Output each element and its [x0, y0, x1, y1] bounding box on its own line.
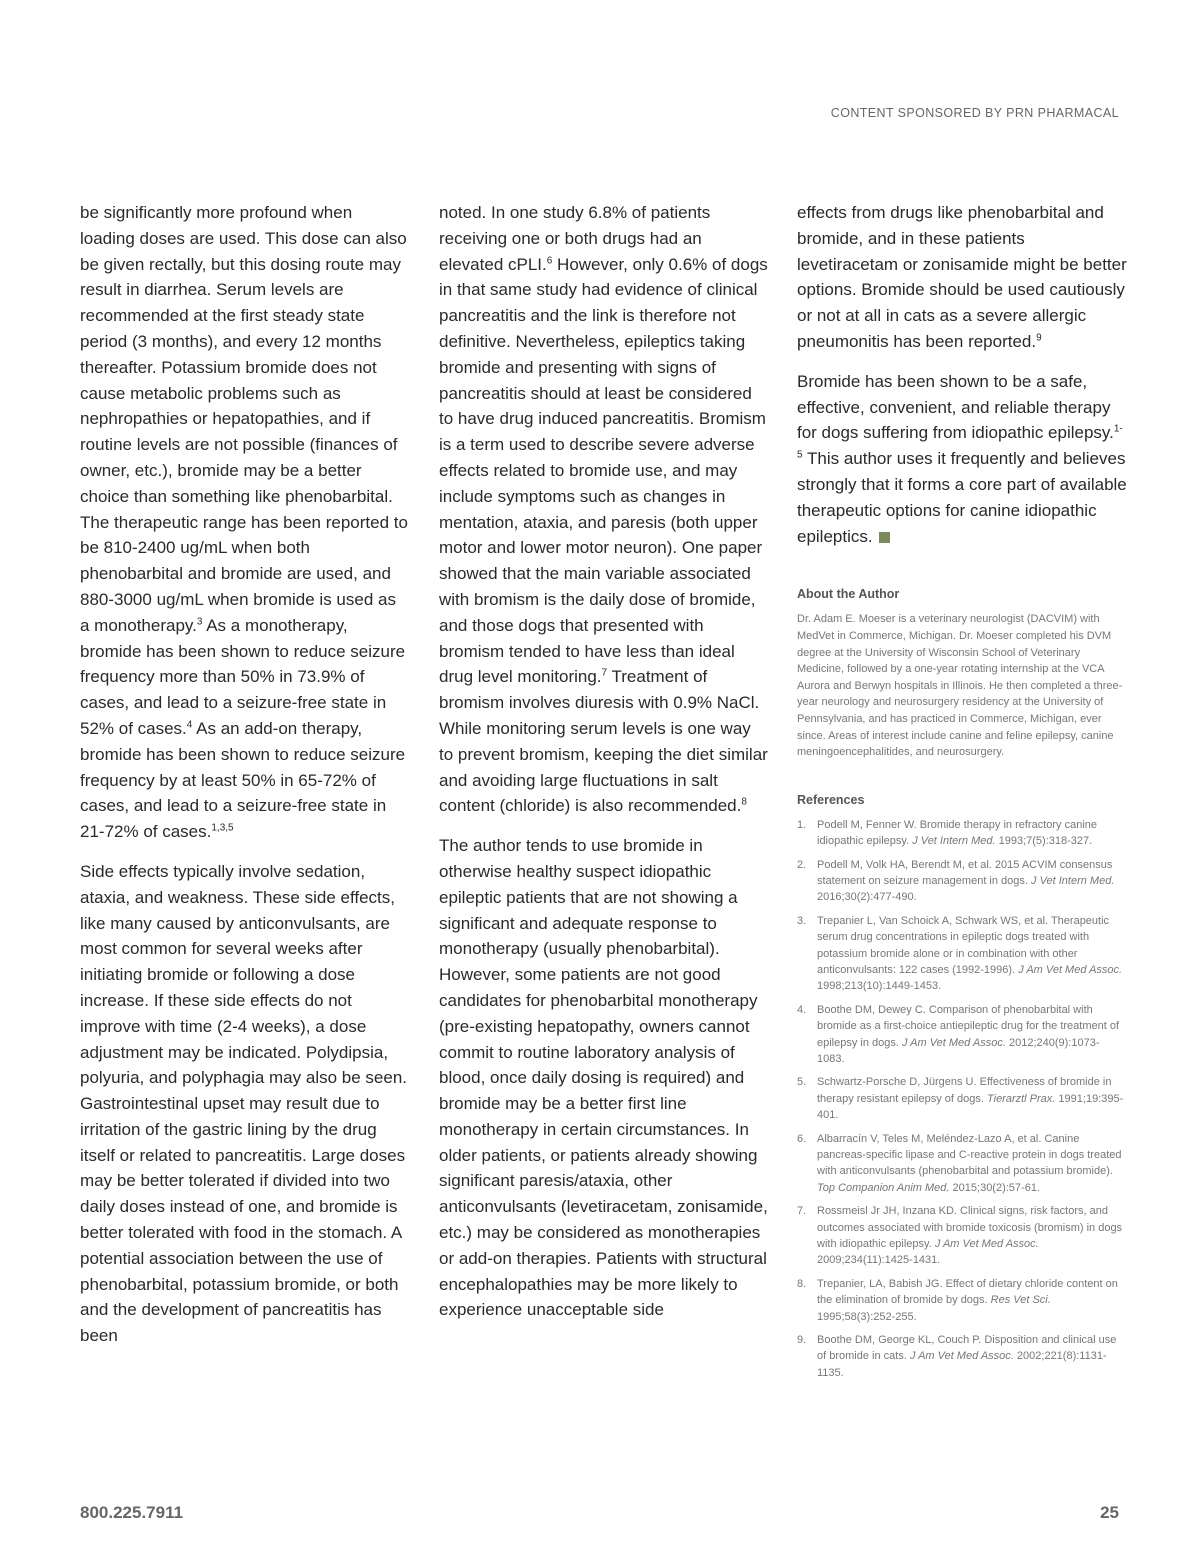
paragraph: noted. In one study 6.8% of patients receiving one or both drugs had an elevated cPLI.$^6$ However, only 0.6% of dogs in that same study had evidence of clinical pancreatitis and the link is therefore not definitive. Nevertheless, epileptics taking bromide and presenting with signs of pancreatitis should at least be considered to have drug induced pancreatitis. Bromism is a term used to describe severe adverse effects related to bromide use, and may include symptoms such as changes in mentation, ataxia, and paresis (both upper motor and lower motor neuron). One paper showed that the main variable associated with bromism is the daily dose of bromide, and those dogs that presented with bromism tended to have less than ideal drug level monitoring.$^7$ Treatment of bromism involves diuresis with 0.9% NaCl. While monitoring serum levels is one way to prevent bromism, keeping the diet similar and avoiding large fluctuations in salt content (chloride) is also recommended.$^8$	[439, 203, 768, 816]
paragraph: be significantly more profound when loading doses are used. This dose can also be given rectally, but this dosing route may result in diarrhea. Serum levels are recommended at the first steady state period (3 months), and every 12 months thereafter. Potassium bromide does not cause metabolic problems such as nephropathies or hepatopathies, and if routine levels are not possible (finances of owner, etc.), bromide may be a better choice than something like phenobarbital. The therapeutic range has been reported to be 810-2400 ug/mL when both phenobarbital and bromide are used, and 880-3000 ug/mL when bromide is used as a monotherapy.$^3$ As a monotherapy, bromide has been shown to reduce seizure frequency more than 50% in 73.9% of cases, and lead to a seizure-free state in 52% of cases.$^4$ As an add-on therapy, bromide has been shown to reduce seizure frequency by at least 50% in 65-72% of cases, and lead to a seizure-free state in 21-72% of cases.$^{1,3,5}$	[80, 203, 408, 842]
article-column-2	[439, 200, 769, 1337]
references-list	[797, 817, 1127, 1382]
end-of-article-icon	[879, 532, 890, 543]
about-author-section	[797, 587, 1127, 760]
reference-item: 5. Schwartz-Porsche D, Jürgens U. Effectiveness of bromide in therapy resistant epilepsy of dogs. Tierarztl Prax. 1991;19:395-401.	[797, 1076, 1124, 1122]
reference-item: 9. Boothe DM, George KL, Couch P. Disposition and clinical use of bromide in cats. J Am Vet Med Assoc. 2002;221(8):1131-1135.	[797, 1334, 1117, 1379]
references-section	[797, 793, 1127, 1382]
about-heading: About the Author	[797, 587, 900, 602]
reference-item: 3. Trepanier L, Van Schoick A, Schwark WS, et al. Therapeutic serum drug concentrations in epileptic dogs treated with potassium bromide alone or in combination with other anticonvulsants: 122 cases (1992-1996). J Am Vet Med Assoc. 1998;213(10):1449-1453.	[797, 914, 1123, 993]
reference-item: 8. Trepanier, LA, Babish JG. Effect of dietary chloride content on the elimination of bromide by dogs. Res Vet Sci. 1995;58(3):252-255.	[797, 1277, 1118, 1323]
reference-item: 4. Boothe DM, Dewey C. Comparison of phenobarbital with bromide as a first-choice antiepileptic drug for the treatment of epilepsy in dogs. J Am Vet Med Assoc. 2012;240(9):1073-1083.	[797, 1003, 1120, 1065]
reference-item: 1. Podell M, Fenner W. Bromide therapy in refractory canine idiopathic epilepsy. J Vet Intern Med. 1993;7(5):318-327.	[797, 818, 1098, 848]
reference-item: 7. Rossmeisl Jr JH, Inzana KD. Clinical signs, risk factors, and outcomes associated with bromide toxicosis (bromism) in dogs with idiopathic epilepsy. J Am Vet Med Assoc. 2009;234(11):1425-1431.	[797, 1205, 1123, 1267]
references-heading: References	[797, 792, 865, 807]
paragraph: Bromide has been shown to be a safe, effective, convenient, and reliable therapy for dogs suffering from idiopathic epilepsy.$^{1-5}$ This author uses it frequently and believes strongly that it forms a core part of available therapeutic options for canine idiopathic epileptics.	[797, 371, 1127, 546]
reference-item: 2. Podell M, Volk HA, Berendt M, et al. 2015 ACVIM consensus statement on seizure management in dogs. J Vet Intern Med. 2016;30(2):477-490.	[797, 858, 1115, 904]
article-column-1	[80, 200, 410, 1363]
paragraph: The author tends to use bromide in otherwise healthy suspect idiopathic epileptic patients that are not showing a significant and adequate response to monotherapy (usually phenobarbital). However, some patients are not good candidates for phenobarbital monotherapy (pre-existing hepatopathy, owners cannot commit to routine laboratory analysis of blood, once daily dosing is required) and bromide may be a better first line monotherapy in certain circumstances. In older patients, or patients already showing significant paresis/ataxia, other anticonvulsants (levetiracetam, zonisamide, etc.) may be considered as monotherapies or add-on therapies. Patients with structural encephalopathies may be more likely to experience unacceptable side	[439, 836, 768, 1320]
footer-phone: 800.225.7911	[80, 1503, 184, 1522]
about-text: Dr. Adam E. Moeser is a veterinary neurologist (DACVIM) with MedVet in Commerce, Michigan. Dr. Moeser completed his DVM degree at the University of Wisconsin School of Veterinary Medicine, followed by a one-year rotating internship at the VCA Aurora and Berwyn hospitals in Illinois. He then completed a three-year neurology and neurosurgery residency at the University of Pennsylvania, and has practiced in Commerce, Michigan, ever since. Areas of interest include canine and feline epilepsy, canine meningoencephalitides, and neurosurgery.	[797, 613, 1123, 759]
sponsor-header: CONTENT SPONSORED BY PRN PHARMACAL	[830, 106, 1119, 120]
article-column-3	[797, 200, 1127, 1388]
reference-item: 6. Albarracín V, Teles M, Meléndez-Lazo A, et al. Canine pancreas-specific lipase and C-reactive protein in dogs treated with anticonvulsants (phenobarbital and potassium bromide). Top Companion Anim Med. 2015;30(2):57-61.	[797, 1132, 1122, 1194]
page-number: 25	[1100, 1503, 1119, 1522]
paragraph: effects from drugs like phenobarbital and bromide, and in these patients levetiracetam or zonisamide might be better options. Bromide should be used cautiously or not at all in cats as a severe allergic pneumonitis has been reported.$^9$	[797, 203, 1127, 351]
paragraph: Side effects typically involve sedation, ataxia, and weakness. These side effects, like many caused by anticonvulsants, are most common for several weeks after initiating bromide or following a dose increase. If these side effects do not improve with time (2-4 weeks), a dose adjustment may be indicated. Polydipsia, polyuria, and polyphagia may also be seen. Gastrointestinal upset may result due to irritation of the gastric lining by the drug itself or related to pancreatitis. Large doses may be better tolerated if divided into two daily doses instead of one, and bromide is better tolerated with food in the stomach. A potential association between the use of phenobarbital, potassium bromide, or both and the development of pancreatitis has been	[80, 861, 407, 1346]
